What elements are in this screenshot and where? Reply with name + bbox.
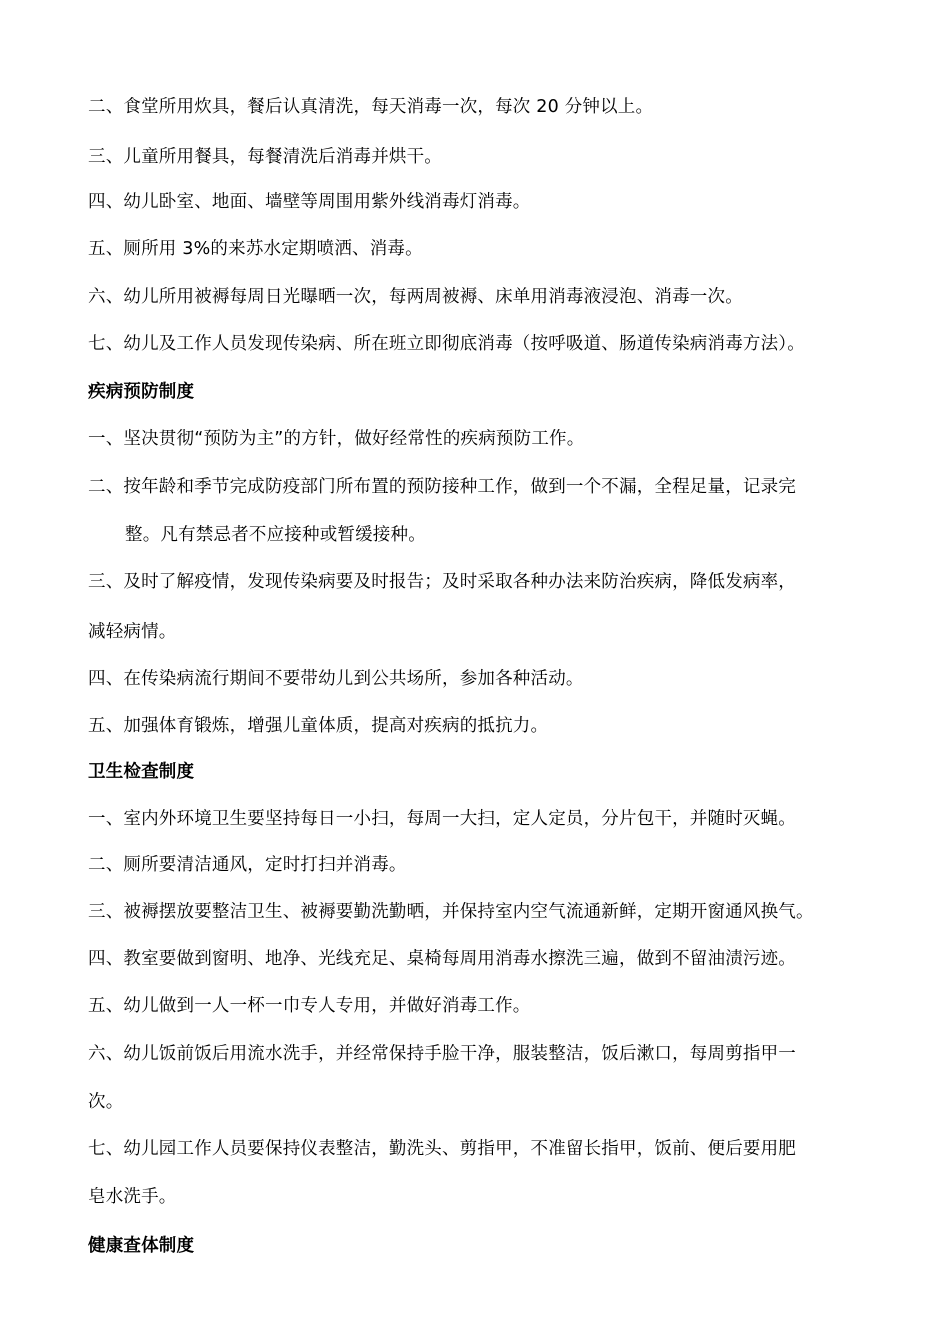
disease-prevention-item-4: 四、在传染病流行期间不要带幼儿到公共场所，参加各种活动。 [88, 669, 584, 689]
disinfection-item-4: 四、幼儿卧室、地面、墙壁等周围用紫外线消毒灯消毒。 [88, 192, 531, 212]
disinfection-item-3: 三、儿童所用餐具，每餐清洗后消毒并烘干。 [88, 147, 442, 167]
disease-prevention-item-3-continued: 减轻病情。 [88, 622, 177, 642]
disease-prevention-item-5: 五、加强体育锻炼，增强儿童体质，提高对疾病的抵抗力。 [88, 716, 549, 736]
disinfection-item-6: 六、幼儿所用被褥每周日光曝晒一次，每两周被褥、床单用消毒液浸泡、消毒一次。 [88, 287, 743, 307]
hygiene-item-6: 六、幼儿饭前饭后用流水洗手，并经常保持手脸干净，服装整洁，饭后漱口，每周剪指甲一 [88, 1044, 796, 1064]
hygiene-item-2: 二、厕所要清洁通风，定时打扫并消毒。 [88, 855, 407, 875]
disease-prevention-item-3: 三、及时了解疫情，发现传染病要及时报告；及时采取各种办法来防治疾病，降低发病率， [88, 572, 796, 592]
hygiene-item-7-continued: 皂水洗手。 [88, 1187, 177, 1207]
section-heading-health-checkup: 健康查体制度 [88, 1236, 195, 1256]
hygiene-item-3: 三、被褥摆放要整洁卫生、被褥要勤洗勤晒，并保持室内空气流通新鲜，定期开窗通风换气。 [88, 902, 814, 922]
disease-prevention-item-2-continued: 整。凡有禁忌者不应接种或暂缓接种。 [125, 525, 426, 545]
disinfection-item-2: 二、食堂所用炊具，餐后认真清洗，每天消毒一次，每次 20 分钟以上。 [88, 97, 654, 117]
section-heading-hygiene-inspection: 卫生检查制度 [88, 762, 195, 782]
hygiene-item-1: 一、室内外环境卫生要坚持每日一小扫，每周一大扫，定人定员，分片包干，并随时灭蝇。 [88, 809, 796, 829]
hygiene-item-6-continued: 次。 [88, 1092, 124, 1112]
hygiene-item-7: 七、幼儿园工作人员要保持仪表整洁，勤洗头、剪指甲，不准留长指甲，饭前、便后要用肥 [88, 1139, 796, 1159]
disease-prevention-item-1: 一、坚决贯彻“预防为主”的方针，做好经常性的疾病预防工作。 [88, 429, 585, 449]
disease-prevention-item-2: 二、按年龄和季节完成防疫部门所布置的预防接种工作，做到一个不漏，全程足量，记录完 [88, 477, 796, 497]
section-heading-disease-prevention: 疾病预防制度 [88, 382, 195, 402]
hygiene-item-4: 四、教室要做到窗明、地净、光线充足、桌椅每周用消毒水擦洗三遍，做到不留油渍污迹。 [88, 949, 796, 969]
disinfection-item-7: 七、幼儿及工作人员发现传染病、所在班立即彻底消毒（按呼吸道、肠道传染病消毒方法）。 [88, 334, 805, 354]
hygiene-item-5: 五、幼儿做到一人一杯一巾专人专用，并做好消毒工作。 [88, 996, 531, 1016]
disinfection-item-5: 五、厕所用 3%的来苏水定期喷洒、消毒。 [88, 239, 423, 259]
